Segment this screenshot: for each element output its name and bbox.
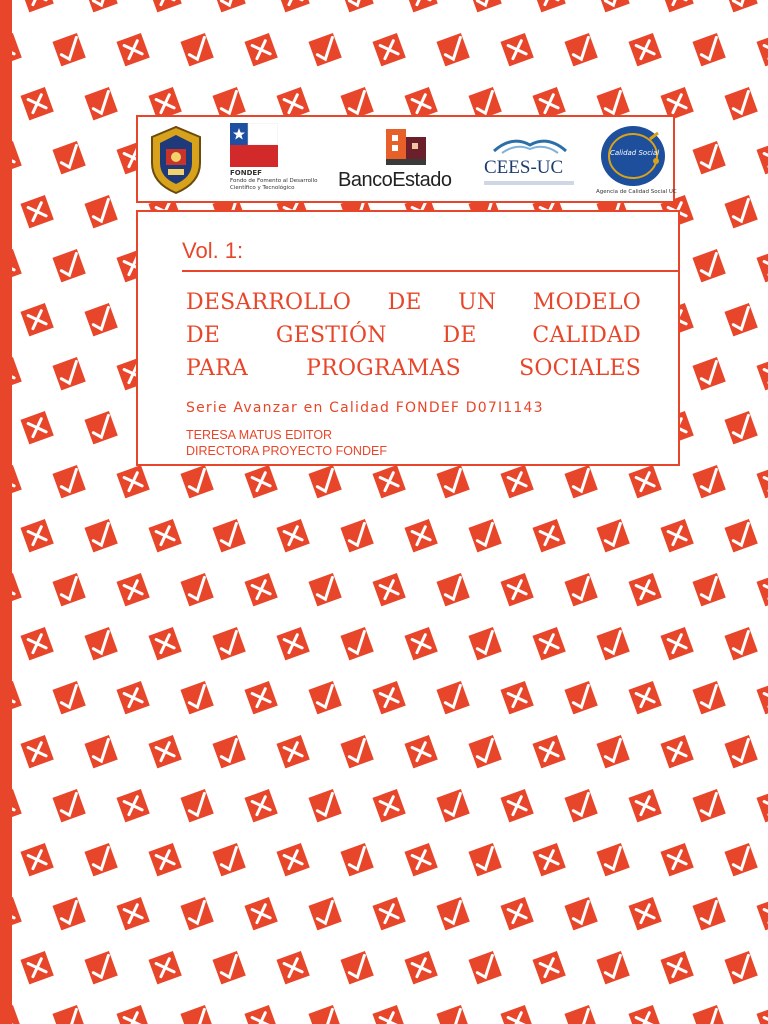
check-tile-icon — [564, 897, 597, 930]
bancoestado-name: BancoEstado — [338, 169, 452, 191]
check-tile-icon — [308, 465, 341, 498]
check-tile-icon — [180, 33, 213, 66]
check-tile-icon — [692, 33, 725, 66]
check-tile-icon — [404, 735, 437, 768]
check-tile-icon — [20, 195, 53, 228]
check-tile-icon — [500, 33, 533, 66]
logo-strip — [136, 115, 675, 203]
check-tile-icon — [532, 519, 565, 552]
editor-name: TERESA MATUS EDITOR — [186, 428, 333, 442]
check-tile-icon — [724, 0, 757, 12]
check-tile-icon — [180, 789, 213, 822]
check-tile-icon — [20, 519, 53, 552]
check-tile-icon — [148, 0, 181, 12]
check-tile-icon — [724, 735, 757, 768]
check-tile-icon — [20, 303, 53, 336]
check-tile-icon — [724, 87, 757, 120]
check-tile-icon — [372, 465, 405, 498]
volume-rule — [182, 270, 678, 272]
check-tile-icon — [692, 897, 725, 930]
check-tile-icon — [628, 465, 661, 498]
fondef-line1: Fondo de Fomento al Desarrollo — [230, 178, 318, 184]
check-tile-icon — [84, 195, 117, 228]
check-tile-icon — [564, 789, 597, 822]
check-tile-icon — [628, 33, 661, 66]
check-tile-icon — [116, 789, 149, 822]
check-tile-icon — [180, 681, 213, 714]
check-tile-icon — [372, 681, 405, 714]
check-tile-icon — [692, 357, 725, 390]
check-tile-icon — [84, 303, 117, 336]
check-tile-icon — [244, 897, 277, 930]
check-tile-icon — [756, 357, 768, 390]
check-tile-icon — [372, 1005, 405, 1024]
check-tile-icon — [756, 681, 768, 714]
check-tile-icon — [276, 843, 309, 876]
check-tile-icon — [52, 1005, 85, 1024]
check-tile-icon — [372, 573, 405, 606]
check-tile-icon — [756, 33, 768, 66]
check-tile-icon — [340, 735, 373, 768]
check-tile-icon — [756, 573, 768, 606]
check-tile-icon — [340, 843, 373, 876]
check-tile-icon — [84, 0, 117, 12]
check-tile-icon — [308, 573, 341, 606]
check-tile-icon — [244, 465, 277, 498]
check-tile-icon — [596, 0, 629, 12]
check-tile-icon — [692, 465, 725, 498]
check-tile-icon — [116, 573, 149, 606]
fondef-name: FONDEF — [230, 169, 262, 177]
check-tile-icon — [52, 249, 85, 282]
university-seal-icon — [146, 123, 206, 195]
check-tile-icon — [436, 681, 469, 714]
check-tile-icon — [468, 0, 501, 12]
check-tile-icon — [628, 897, 661, 930]
check-tile-icon — [660, 519, 693, 552]
check-tile-icon — [756, 789, 768, 822]
check-tile-icon — [500, 897, 533, 930]
cees-subtitle-rule — [484, 181, 574, 185]
check-tile-icon — [500, 681, 533, 714]
check-tile-icon — [532, 951, 565, 984]
check-tile-icon — [148, 735, 181, 768]
check-tile-icon — [564, 1005, 597, 1024]
check-tile-icon — [20, 735, 53, 768]
check-tile-icon — [20, 411, 53, 444]
title-line-1: DESARROLLO DE UN MODELO — [186, 290, 641, 315]
check-tile-icon — [308, 1005, 341, 1024]
check-tile-icon — [660, 627, 693, 660]
title-line-2: DE GESTIÓN DE CALIDAD — [186, 323, 641, 348]
check-tile-icon — [84, 411, 117, 444]
check-tile-icon — [372, 897, 405, 930]
check-tile-icon — [372, 33, 405, 66]
check-tile-icon — [404, 627, 437, 660]
check-tile-icon — [596, 951, 629, 984]
check-tile-icon — [372, 789, 405, 822]
check-tile-icon — [564, 33, 597, 66]
check-tile-icon — [276, 627, 309, 660]
check-tile-icon — [244, 573, 277, 606]
check-tile-icon — [308, 681, 341, 714]
check-tile-icon — [628, 573, 661, 606]
check-tile-icon — [404, 0, 437, 12]
check-tile-icon — [52, 681, 85, 714]
check-tile-icon — [276, 519, 309, 552]
check-tile-icon — [212, 951, 245, 984]
check-tile-icon — [84, 843, 117, 876]
check-tile-icon — [564, 465, 597, 498]
check-tile-icon — [116, 681, 149, 714]
check-tile-icon — [52, 573, 85, 606]
check-tile-icon — [180, 465, 213, 498]
check-tile-icon — [724, 627, 757, 660]
check-tile-icon — [308, 897, 341, 930]
check-tile-icon — [116, 1005, 149, 1024]
check-tile-icon — [628, 1005, 661, 1024]
check-tile-icon — [532, 735, 565, 768]
check-tile-icon — [244, 681, 277, 714]
check-tile-icon — [84, 87, 117, 120]
check-tile-icon — [628, 681, 661, 714]
check-tile-icon — [244, 1005, 277, 1024]
check-tile-icon — [244, 33, 277, 66]
check-tile-icon — [468, 519, 501, 552]
check-tile-icon — [276, 735, 309, 768]
check-tile-icon — [532, 627, 565, 660]
check-tile-icon — [52, 33, 85, 66]
check-tile-icon — [20, 0, 53, 12]
check-tile-icon — [116, 465, 149, 498]
check-tile-icon — [148, 519, 181, 552]
check-tile-icon — [308, 33, 341, 66]
check-tile-icon — [596, 627, 629, 660]
check-tile-icon — [468, 627, 501, 660]
check-tile-icon — [404, 951, 437, 984]
check-tile-icon — [500, 573, 533, 606]
check-tile-icon — [84, 519, 117, 552]
check-tile-icon — [532, 843, 565, 876]
check-tile-icon — [20, 627, 53, 660]
check-tile-icon — [436, 465, 469, 498]
cees-book-icon — [490, 131, 570, 155]
check-tile-icon — [596, 519, 629, 552]
check-tile-icon — [116, 33, 149, 66]
check-tile-icon — [404, 519, 437, 552]
check-tile-icon — [692, 1005, 725, 1024]
check-tile-icon — [148, 843, 181, 876]
check-tile-icon — [500, 465, 533, 498]
check-tile-icon — [628, 789, 661, 822]
check-tile-icon — [148, 951, 181, 984]
check-tile-icon — [660, 735, 693, 768]
title-line-3: PARA PROGRAMAS SOCIALES — [186, 356, 641, 381]
check-tile-icon — [596, 735, 629, 768]
check-tile-icon — [468, 735, 501, 768]
series-subtitle: Serie Avanzar en Calidad FONDEF D07I1143 — [186, 400, 544, 416]
left-edge-bar — [0, 0, 12, 1024]
check-tile-icon — [436, 573, 469, 606]
check-tile-icon — [404, 843, 437, 876]
check-tile-icon — [340, 951, 373, 984]
check-tile-icon — [436, 897, 469, 930]
cees-name: CEES-UC — [484, 157, 564, 178]
check-tile-icon — [564, 681, 597, 714]
check-tile-icon — [244, 789, 277, 822]
check-tile-icon — [468, 843, 501, 876]
check-tile-icon — [436, 789, 469, 822]
calidad-social-badge: Calidad Social — [610, 149, 660, 157]
check-tile-icon — [340, 519, 373, 552]
check-tile-icon — [52, 357, 85, 390]
check-tile-icon — [116, 897, 149, 930]
check-tile-icon — [180, 1005, 213, 1024]
check-tile-icon — [340, 627, 373, 660]
check-tile-icon — [692, 141, 725, 174]
check-tile-icon — [212, 735, 245, 768]
check-tile-icon — [724, 303, 757, 336]
check-tile-icon — [84, 735, 117, 768]
check-tile-icon — [148, 627, 181, 660]
check-tile-icon — [596, 843, 629, 876]
check-tile-icon — [724, 951, 757, 984]
check-tile-icon — [436, 33, 469, 66]
check-tile-icon — [436, 1005, 469, 1024]
check-tile-icon — [212, 0, 245, 12]
check-tile-icon — [660, 951, 693, 984]
check-tile-icon — [20, 951, 53, 984]
check-tile-icon — [276, 0, 309, 12]
check-tile-icon — [500, 1005, 533, 1024]
check-tile-icon — [84, 951, 117, 984]
editor-role: DIRECTORA PROYECTO FONDEF — [186, 444, 387, 458]
check-tile-icon — [564, 573, 597, 606]
check-tile-icon — [756, 141, 768, 174]
agencia-caption: Agencia de Calidad Social UC — [596, 189, 677, 195]
check-tile-icon — [692, 789, 725, 822]
check-tile-icon — [724, 195, 757, 228]
check-tile-icon — [692, 249, 725, 282]
bancoestado-building-icon — [382, 127, 430, 167]
check-tile-icon — [532, 0, 565, 12]
check-tile-icon — [500, 789, 533, 822]
check-tile-icon — [692, 681, 725, 714]
check-tile-icon — [724, 519, 757, 552]
check-tile-icon — [276, 951, 309, 984]
check-tile-icon — [212, 519, 245, 552]
check-tile-icon — [52, 897, 85, 930]
check-tile-icon — [468, 951, 501, 984]
check-tile-icon — [756, 1005, 768, 1024]
check-tile-icon — [756, 465, 768, 498]
check-tile-icon — [20, 843, 53, 876]
check-tile-icon — [52, 789, 85, 822]
check-tile-icon — [84, 627, 117, 660]
check-tile-icon — [52, 141, 85, 174]
title-panel — [136, 210, 680, 466]
check-tile-icon — [724, 411, 757, 444]
check-tile-icon — [724, 843, 757, 876]
check-tile-icon — [212, 843, 245, 876]
check-tile-icon — [308, 789, 341, 822]
chile-government-flag-icon — [230, 123, 278, 167]
check-tile-icon — [340, 0, 373, 12]
check-tile-icon — [180, 897, 213, 930]
check-tile-icon — [756, 897, 768, 930]
check-tile-icon — [660, 843, 693, 876]
fondef-line2: Científico y Tecnológico — [230, 185, 295, 191]
check-tile-icon — [692, 573, 725, 606]
check-tile-icon — [660, 0, 693, 12]
check-tile-icon — [756, 249, 768, 282]
check-tile-icon — [180, 573, 213, 606]
volume-label: Vol. 1: — [182, 238, 244, 263]
check-tile-icon — [20, 87, 53, 120]
check-tile-icon — [52, 465, 85, 498]
check-tile-icon — [212, 627, 245, 660]
